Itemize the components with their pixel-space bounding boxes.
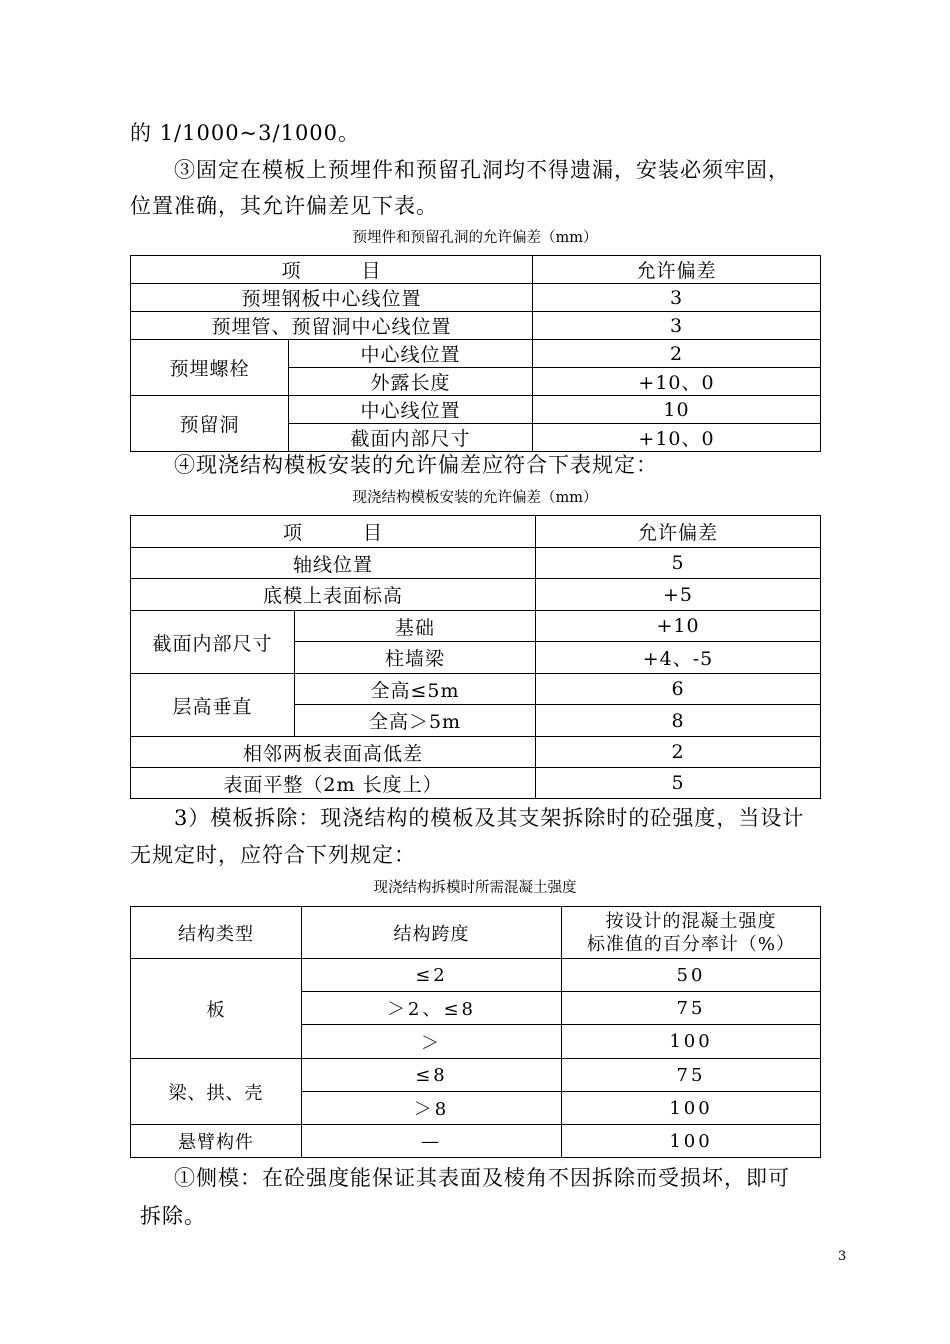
paragraph-line: ③固定在模板上预埋件和预留孔洞均不得遗漏，安装必须牢固， [174, 158, 790, 182]
cell-structure-type: 悬臂构件 [131, 1125, 302, 1158]
table-row [131, 768, 821, 799]
page-number: 3 [838, 1249, 847, 1264]
table-row [131, 579, 821, 611]
cell-group: 截面内部尺寸 [131, 611, 295, 674]
cell-tolerance: 2 [536, 737, 821, 768]
cell-percent: 50 [562, 959, 821, 992]
cell-tolerance: 3 [533, 312, 821, 340]
header-line: 按设计的混凝土强度 [605, 910, 777, 932]
table-row [131, 1125, 821, 1158]
cell-tolerance: 8 [536, 705, 821, 737]
header-tolerance: 允许偏差 [536, 516, 821, 548]
cell-tolerance: +10、0 [533, 368, 821, 396]
cell-structure-type: 板 [131, 959, 302, 1059]
paragraph-line: 的 1/1000~3/1000。 [130, 121, 361, 145]
table-row [131, 340, 821, 368]
cell-percent: 100 [562, 1025, 821, 1059]
cell-item: 预埋管、预留洞中心线位置 [131, 312, 533, 340]
cell-tolerance: 10 [533, 396, 821, 424]
table-row [131, 611, 821, 642]
cell-percent: 75 [562, 992, 821, 1025]
table-row [131, 548, 821, 579]
cell-group: 层高垂直 [131, 674, 295, 737]
cell-percent: 75 [562, 1059, 821, 1092]
cell-percent: 100 [562, 1092, 821, 1125]
cell-tolerance: +10、0 [533, 424, 821, 452]
table-row [131, 284, 821, 312]
cell-percent: 100 [562, 1125, 821, 1158]
header-item: 项 目 [131, 516, 536, 548]
cell-structure-type: 梁、拱、壳 [131, 1059, 302, 1125]
cell-tolerance: 5 [536, 548, 821, 579]
cell-tolerance: 3 [533, 284, 821, 312]
cell-tolerance: +10 [536, 611, 821, 642]
cell-tolerance: 6 [536, 674, 821, 705]
table-row [131, 959, 821, 992]
cell-item: 底模上表面标高 [131, 579, 536, 611]
cell-span: ≤8 [302, 1059, 562, 1092]
paragraph-line: ①侧模：在砼强度能保证其表面及棱角不因拆除而受损坏，即可 [174, 1166, 790, 1190]
cell-item: 表面平整（2m 长度上） [131, 768, 536, 799]
cell-span: ＞2、≤8 [302, 992, 562, 1025]
header-structure-span: 结构跨度 [302, 907, 562, 959]
cell-item: 相邻两板表面高低差 [131, 737, 536, 768]
table-row [131, 396, 821, 424]
cell-tolerance: +5 [536, 579, 821, 611]
cell-span: ≤2 [302, 959, 562, 992]
table-header-row [131, 256, 821, 284]
cell-subitem: 外露长度 [289, 368, 533, 396]
cell-item: 轴线位置 [131, 548, 536, 579]
cell-subitem: 中心线位置 [289, 340, 533, 368]
cell-group: 预埋螺栓 [131, 340, 289, 396]
header-line: 标准值的百分率计（%） [586, 933, 796, 955]
table-row [131, 1059, 821, 1092]
cell-subitem: 基础 [295, 611, 536, 642]
cell-subitem: 全高＞5m [295, 705, 536, 737]
embedded-parts-tolerance-table [130, 255, 821, 452]
cell-subitem: 中心线位置 [289, 396, 533, 424]
cell-tolerance: 2 [533, 340, 821, 368]
paragraph-line: 无规定时，应符合下列规定： [130, 843, 416, 867]
cell-group: 预留洞 [131, 396, 289, 452]
table-caption: 现浇结构模板安装的允许偏差（mm） [352, 490, 598, 506]
cell-span: ＞8 [302, 1092, 562, 1125]
table-row [131, 674, 821, 705]
cell-subitem: 柱墙梁 [295, 642, 536, 674]
table-header-row [131, 516, 821, 548]
header-tolerance: 允许偏差 [533, 256, 821, 284]
cell-tolerance: 5 [536, 768, 821, 799]
table-row [131, 312, 821, 340]
form-removal-strength-table [130, 906, 821, 1158]
cell-subitem: 全高≤5m [295, 674, 536, 705]
cell-item: 预埋钢板中心线位置 [131, 284, 533, 312]
table-row [131, 737, 821, 768]
header-item: 项 目 [131, 256, 533, 284]
cell-subitem: 截面内部尺寸 [289, 424, 533, 452]
table-caption: 预埋件和预留孔洞的允许偏差（mm） [352, 230, 598, 246]
formwork-installation-tolerance-table [130, 515, 821, 799]
cell-span: — [302, 1125, 562, 1158]
paragraph-line: ④现浇结构模板安装的允许偏差应符合下表规定： [174, 453, 658, 477]
header-strength-percent [562, 907, 821, 959]
table-caption: 现浇结构拆模时所需混凝土强度 [373, 880, 577, 896]
paragraph-line: 3）模板拆除：现浇结构的模板及其支架拆除时的砼强度，当设计 [174, 806, 805, 830]
table-header-row [131, 907, 821, 959]
cell-tolerance: +4、-5 [536, 642, 821, 674]
paragraph-line: 位置准确，其允许偏差见下表。 [130, 194, 438, 218]
cell-span: ＞ [302, 1025, 562, 1059]
paragraph-line: 拆除。 [140, 1204, 206, 1228]
header-structure-type: 结构类型 [131, 907, 302, 959]
